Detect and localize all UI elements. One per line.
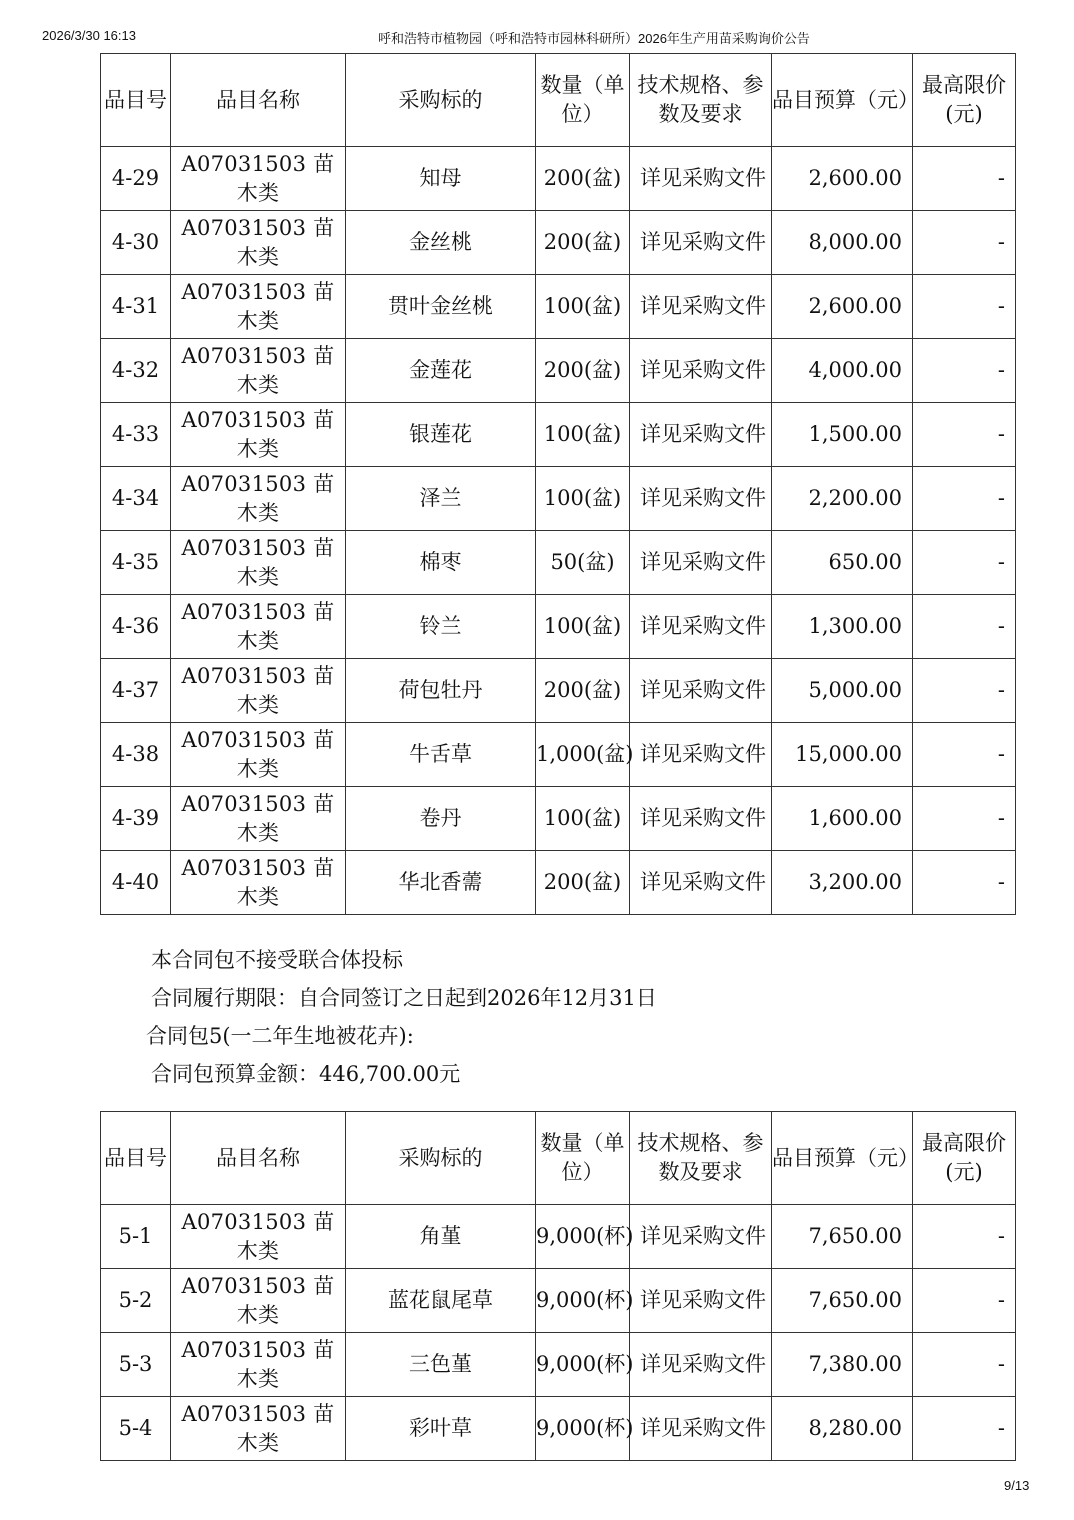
budget-cell: 650.00 — [772, 531, 913, 595]
header-item-name: 品目名称 — [171, 1112, 346, 1205]
max-price-cell: - — [913, 1397, 1016, 1461]
table-row — [101, 595, 1016, 659]
quantity-cell: 100(盆) — [536, 275, 630, 339]
header-target: 采购标的 — [346, 1112, 536, 1205]
budget-cell: 2,200.00 — [772, 467, 913, 531]
quantity-cell: 9,000(杯) — [536, 1397, 630, 1461]
spec-cell: 详见采购文件 — [630, 659, 772, 723]
max-price-cell: - — [913, 275, 1016, 339]
budget-cell: 7,650.00 — [772, 1205, 913, 1269]
quantity-cell: 100(盆) — [536, 787, 630, 851]
item-name-cell: A07031503 苗木类 — [171, 1397, 346, 1461]
item-name-cell: A07031503 苗木类 — [171, 659, 346, 723]
header-spec: 技术规格、参数及要求 — [630, 54, 772, 147]
spec-cell: 详见采购文件 — [630, 1205, 772, 1269]
quantity-cell: 9,000(杯) — [536, 1205, 630, 1269]
max-price-cell: - — [913, 403, 1016, 467]
table-row — [101, 339, 1016, 403]
item-number-cell: 4-33 — [101, 403, 171, 467]
header-item-number: 品目号 — [101, 54, 171, 147]
max-price-cell: - — [913, 211, 1016, 275]
table-row — [101, 275, 1016, 339]
spec-cell: 详见采购文件 — [630, 531, 772, 595]
spec-cell: 详见采购文件 — [630, 851, 772, 915]
spec-cell: 详见采购文件 — [630, 275, 772, 339]
quantity-cell: 200(盆) — [536, 851, 630, 915]
spec-cell: 详见采购文件 — [630, 211, 772, 275]
item-number-cell: 5-3 — [101, 1333, 171, 1397]
target-cell: 牛舌草 — [346, 723, 536, 787]
max-price-cell: - — [913, 147, 1016, 211]
header-quantity: 数量（单位） — [536, 1112, 630, 1205]
budget-cell: 8,000.00 — [772, 211, 913, 275]
budget-cell: 2,600.00 — [772, 275, 913, 339]
item-number-cell: 4-30 — [101, 211, 171, 275]
header-budget: 品目预算（元） — [772, 1112, 913, 1205]
header-target: 采购标的 — [346, 54, 536, 147]
target-cell: 三色堇 — [346, 1333, 536, 1397]
item-number-cell: 4-37 — [101, 659, 171, 723]
spec-cell: 详见采购文件 — [630, 1333, 772, 1397]
item-name-cell: A07031503 苗木类 — [171, 339, 346, 403]
target-cell: 华北香薷 — [346, 851, 536, 915]
spec-cell: 详见采购文件 — [630, 147, 772, 211]
table-header-row — [101, 54, 1016, 147]
item-number-cell: 4-32 — [101, 339, 171, 403]
no-consortium-note: 本合同包不接受联合体投标 — [151, 948, 403, 972]
procurement-table-package-5 — [100, 1111, 1016, 1461]
print-datetime: 2026/3/30 16:13 — [42, 28, 136, 43]
max-price-cell: - — [913, 595, 1016, 659]
spec-cell: 详见采购文件 — [630, 1269, 772, 1333]
table-row — [101, 659, 1016, 723]
spec-cell: 详见采购文件 — [630, 787, 772, 851]
max-price-cell: - — [913, 531, 1016, 595]
item-name-cell: A07031503 苗木类 — [171, 1333, 346, 1397]
quantity-cell: 200(盆) — [536, 339, 630, 403]
item-name-cell: A07031503 苗木类 — [171, 147, 346, 211]
target-cell: 蓝花鼠尾草 — [346, 1269, 536, 1333]
item-number-cell: 4-40 — [101, 851, 171, 915]
budget-cell: 1,300.00 — [772, 595, 913, 659]
item-number-cell: 5-2 — [101, 1269, 171, 1333]
spec-cell: 详见采购文件 — [630, 403, 772, 467]
item-name-cell: A07031503 苗木类 — [171, 467, 346, 531]
quantity-cell: 100(盆) — [536, 595, 630, 659]
budget-cell: 5,000.00 — [772, 659, 913, 723]
table-row — [101, 1205, 1016, 1269]
item-name-cell: A07031503 苗木类 — [171, 275, 346, 339]
page-number: 9/13 — [1004, 1478, 1030, 1493]
target-cell: 铃兰 — [346, 595, 536, 659]
header-item-number: 品目号 — [101, 1112, 171, 1205]
contract-period-note: 合同履行期限：自合同签订之日起到2026年12月31日 — [151, 986, 657, 1010]
header-quantity: 数量（单位） — [536, 54, 630, 147]
target-cell: 荷包牡丹 — [346, 659, 536, 723]
document-title: 呼和浩特市植物园（呼和浩特市园林科研所）2026年生产用苗采购询价公告 — [378, 31, 810, 46]
budget-cell: 7,380.00 — [772, 1333, 913, 1397]
budget-cell: 15,000.00 — [772, 723, 913, 787]
target-cell: 知母 — [346, 147, 536, 211]
quantity-cell: 50(盆) — [536, 531, 630, 595]
spec-cell: 详见采购文件 — [630, 1397, 772, 1461]
item-number-cell: 4-35 — [101, 531, 171, 595]
table-row — [101, 1269, 1016, 1333]
budget-cell: 1,600.00 — [772, 787, 913, 851]
header-budget: 品目预算（元） — [772, 54, 913, 147]
item-number-cell: 4-36 — [101, 595, 171, 659]
item-number-cell: 4-39 — [101, 787, 171, 851]
table-row — [101, 787, 1016, 851]
quantity-cell: 100(盆) — [536, 467, 630, 531]
target-cell: 彩叶草 — [346, 1397, 536, 1461]
budget-cell: 7,650.00 — [772, 1269, 913, 1333]
target-cell: 棉枣 — [346, 531, 536, 595]
max-price-cell: - — [913, 339, 1016, 403]
budget-cell: 4,000.00 — [772, 339, 913, 403]
spec-cell: 详见采购文件 — [630, 723, 772, 787]
max-price-cell: - — [913, 659, 1016, 723]
budget-cell: 3,200.00 — [772, 851, 913, 915]
max-price-cell: - — [913, 1269, 1016, 1333]
header-item-name: 品目名称 — [171, 54, 346, 147]
quantity-cell: 1,000(盆) — [536, 723, 630, 787]
table-row — [101, 403, 1016, 467]
target-cell: 银莲花 — [346, 403, 536, 467]
quantity-cell: 9,000(杯) — [536, 1333, 630, 1397]
max-price-cell: - — [913, 1333, 1016, 1397]
item-number-cell: 5-1 — [101, 1205, 171, 1269]
header-spec: 技术规格、参数及要求 — [630, 1112, 772, 1205]
table-row — [101, 1333, 1016, 1397]
spec-cell: 详见采购文件 — [630, 467, 772, 531]
item-number-cell: 4-38 — [101, 723, 171, 787]
item-number-cell: 4-29 — [101, 147, 171, 211]
table-row — [101, 723, 1016, 787]
target-cell: 金莲花 — [346, 339, 536, 403]
max-price-cell: - — [913, 1205, 1016, 1269]
table-row — [101, 467, 1016, 531]
item-number-cell: 4-31 — [101, 275, 171, 339]
table-row — [101, 147, 1016, 211]
max-price-cell: - — [913, 851, 1016, 915]
quantity-cell: 200(盆) — [536, 659, 630, 723]
package-5-budget: 合同包预算金额：446,700.00元 — [151, 1062, 461, 1086]
item-number-cell: 5-4 — [101, 1397, 171, 1461]
table-row — [101, 851, 1016, 915]
item-name-cell: A07031503 苗木类 — [171, 723, 346, 787]
item-name-cell: A07031503 苗木类 — [171, 1205, 346, 1269]
target-cell: 泽兰 — [346, 467, 536, 531]
item-name-cell: A07031503 苗木类 — [171, 787, 346, 851]
target-cell: 金丝桃 — [346, 211, 536, 275]
target-cell: 角堇 — [346, 1205, 536, 1269]
item-name-cell: A07031503 苗木类 — [171, 1269, 346, 1333]
header-max-price: 最高限价(元) — [913, 54, 1016, 147]
table-row — [101, 531, 1016, 595]
target-cell: 卷丹 — [346, 787, 536, 851]
table-row — [101, 1397, 1016, 1461]
spec-cell: 详见采购文件 — [630, 339, 772, 403]
max-price-cell: - — [913, 467, 1016, 531]
spec-cell: 详见采购文件 — [630, 595, 772, 659]
budget-cell: 8,280.00 — [772, 1397, 913, 1461]
item-number-cell: 4-34 — [101, 467, 171, 531]
quantity-cell: 100(盆) — [536, 403, 630, 467]
quantity-cell: 9,000(杯) — [536, 1269, 630, 1333]
item-name-cell: A07031503 苗木类 — [171, 211, 346, 275]
package-5-title: 合同包5(一二年生地被花卉): — [146, 1024, 414, 1048]
item-name-cell: A07031503 苗木类 — [171, 851, 346, 915]
procurement-table-package-4 — [100, 53, 1016, 915]
table-header-row — [101, 1112, 1016, 1205]
budget-cell: 2,600.00 — [772, 147, 913, 211]
table-row — [101, 211, 1016, 275]
budget-cell: 1,500.00 — [772, 403, 913, 467]
item-name-cell: A07031503 苗木类 — [171, 403, 346, 467]
quantity-cell: 200(盆) — [536, 147, 630, 211]
item-name-cell: A07031503 苗木类 — [171, 595, 346, 659]
target-cell: 贯叶金丝桃 — [346, 275, 536, 339]
header-max-price: 最高限价(元) — [913, 1112, 1016, 1205]
max-price-cell: - — [913, 723, 1016, 787]
item-name-cell: A07031503 苗木类 — [171, 531, 346, 595]
quantity-cell: 200(盆) — [536, 211, 630, 275]
max-price-cell: - — [913, 787, 1016, 851]
